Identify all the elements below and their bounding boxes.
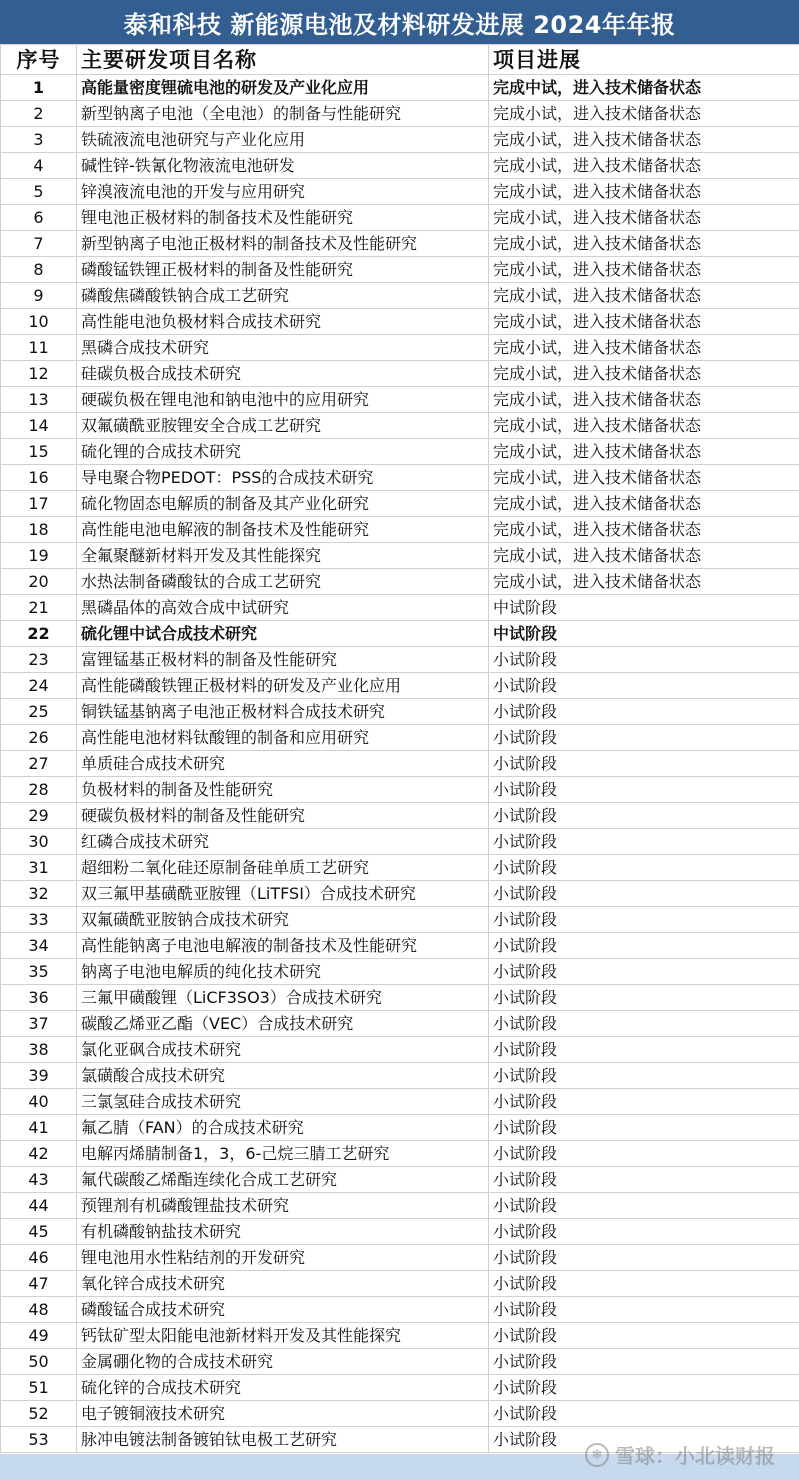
project-stage: 完成小试，进入技术储备状态 <box>489 413 799 439</box>
project-stage: 完成小试，进入技术储备状态 <box>489 439 799 465</box>
row-number: 8 <box>1 257 77 283</box>
project-stage: 小试阶段 <box>489 985 799 1011</box>
row-number: 20 <box>1 569 77 595</box>
row-number: 28 <box>1 777 77 803</box>
row-number: 9 <box>1 283 77 309</box>
project-name: 高性能磷酸铁锂正极材料的研发及产业化应用 <box>77 673 489 699</box>
row-number: 11 <box>1 335 77 361</box>
project-name: 氧化锌合成技术研究 <box>77 1271 489 1297</box>
project-stage: 完成小试，进入技术储备状态 <box>489 257 799 283</box>
table-body <box>1 75 799 1453</box>
project-name: 有机磷酸钠盐技术研究 <box>77 1219 489 1245</box>
row-number: 1 <box>1 75 77 101</box>
row-number: 27 <box>1 751 77 777</box>
table-row <box>1 1401 799 1427</box>
row-number: 7 <box>1 231 77 257</box>
project-stage: 小试阶段 <box>489 647 799 673</box>
row-number: 6 <box>1 205 77 231</box>
row-number: 31 <box>1 855 77 881</box>
header-project-name: 主要研发项目名称 <box>77 45 489 75</box>
project-name: 负极材料的制备及性能研究 <box>77 777 489 803</box>
project-name: 铁硫液流电池研究与产业化应用 <box>77 127 489 153</box>
table-row <box>1 75 799 101</box>
project-stage: 小试阶段 <box>489 1375 799 1401</box>
project-name: 超细粉二氧化硅还原制备硅单质工艺研究 <box>77 855 489 881</box>
row-number: 26 <box>1 725 77 751</box>
table-row <box>1 153 799 179</box>
project-stage: 完成小试，进入技术储备状态 <box>489 387 799 413</box>
table-row <box>1 335 799 361</box>
row-number: 37 <box>1 1011 77 1037</box>
project-stage: 小试阶段 <box>489 777 799 803</box>
row-number: 51 <box>1 1375 77 1401</box>
project-name: 碳酸乙烯亚乙酯（VEC）合成技术研究 <box>77 1011 489 1037</box>
row-number: 45 <box>1 1219 77 1245</box>
project-name: 磷酸锰铁锂正极材料的制备及性能研究 <box>77 257 489 283</box>
row-number: 33 <box>1 907 77 933</box>
project-name: 硫化锌的合成技术研究 <box>77 1375 489 1401</box>
project-name: 新型钠离子电池（全电池）的制备与性能研究 <box>77 101 489 127</box>
project-stage: 小试阶段 <box>489 1349 799 1375</box>
project-name: 碱性锌-铁氰化物液流电池研发 <box>77 153 489 179</box>
row-number: 14 <box>1 413 77 439</box>
table-row <box>1 1219 799 1245</box>
project-stage: 完成小试，进入技术储备状态 <box>489 569 799 595</box>
watermark <box>585 1440 775 1469</box>
project-stage: 完成小试，进入技术储备状态 <box>489 361 799 387</box>
header-no: 序号 <box>1 45 77 75</box>
project-stage: 完成小试，进入技术储备状态 <box>489 205 799 231</box>
project-stage: 小试阶段 <box>489 1297 799 1323</box>
table-row <box>1 1323 799 1349</box>
project-stage: 中试阶段 <box>489 621 799 647</box>
project-stage: 小试阶段 <box>489 699 799 725</box>
table-row <box>1 855 799 881</box>
project-stage: 完成小试，进入技术储备状态 <box>489 127 799 153</box>
table-row <box>1 647 799 673</box>
project-stage: 小试阶段 <box>489 959 799 985</box>
row-number: 32 <box>1 881 77 907</box>
watermark-text: 雪球：小北读财报 <box>615 1444 775 1468</box>
project-name: 氯磺酸合成技术研究 <box>77 1063 489 1089</box>
row-number: 10 <box>1 309 77 335</box>
table-row <box>1 1193 799 1219</box>
project-stage: 小试阶段 <box>489 1115 799 1141</box>
project-stage: 小试阶段 <box>489 1011 799 1037</box>
table-row <box>1 361 799 387</box>
project-stage: 小试阶段 <box>489 907 799 933</box>
table-row <box>1 439 799 465</box>
project-stage: 小试阶段 <box>489 1193 799 1219</box>
project-stage: 完成小试，进入技术储备状态 <box>489 491 799 517</box>
project-stage: 完成小试，进入技术储备状态 <box>489 335 799 361</box>
project-stage: 完成小试，进入技术储备状态 <box>489 179 799 205</box>
project-stage: 小试阶段 <box>489 829 799 855</box>
project-name: 红磷合成技术研究 <box>77 829 489 855</box>
row-number: 18 <box>1 517 77 543</box>
project-name: 双三氟甲基磺酰亚胺锂（LiTFSI）合成技术研究 <box>77 881 489 907</box>
project-name: 黑磷合成技术研究 <box>77 335 489 361</box>
project-name: 磷酸焦磷酸铁钠合成工艺研究 <box>77 283 489 309</box>
project-name: 氟乙腈（FAN）的合成技术研究 <box>77 1115 489 1141</box>
table-row <box>1 673 799 699</box>
project-stage: 完成小试，进入技术储备状态 <box>489 153 799 179</box>
table-row <box>1 881 799 907</box>
table-row <box>1 1089 799 1115</box>
project-name: 硫化锂中试合成技术研究 <box>77 621 489 647</box>
row-number: 53 <box>1 1427 77 1453</box>
project-name: 磷酸锰合成技术研究 <box>77 1297 489 1323</box>
project-stage: 小试阶段 <box>489 1063 799 1089</box>
project-name: 硫化物固态电解质的制备及其产业化研究 <box>77 491 489 517</box>
table-row <box>1 621 799 647</box>
project-name: 氯化亚砜合成技术研究 <box>77 1037 489 1063</box>
table-row <box>1 907 799 933</box>
table-row <box>1 257 799 283</box>
table-row <box>1 1297 799 1323</box>
table-row <box>1 465 799 491</box>
table-row <box>1 205 799 231</box>
table-row <box>1 543 799 569</box>
row-number: 16 <box>1 465 77 491</box>
table-row <box>1 413 799 439</box>
project-stage: 小试阶段 <box>489 673 799 699</box>
project-stage: 完成中试，进入技术储备状态 <box>489 75 799 101</box>
row-number: 23 <box>1 647 77 673</box>
table-row <box>1 829 799 855</box>
project-stage: 完成小试，进入技术储备状态 <box>489 283 799 309</box>
table-row <box>1 387 799 413</box>
project-stage: 完成小试，进入技术储备状态 <box>489 543 799 569</box>
table-row <box>1 1037 799 1063</box>
table-row <box>1 1375 799 1401</box>
table-row <box>1 777 799 803</box>
row-number: 17 <box>1 491 77 517</box>
table-row <box>1 803 799 829</box>
row-number: 42 <box>1 1141 77 1167</box>
project-name: 单质硅合成技术研究 <box>77 751 489 777</box>
row-number: 38 <box>1 1037 77 1063</box>
table-row <box>1 309 799 335</box>
table-row <box>1 231 799 257</box>
row-number: 47 <box>1 1271 77 1297</box>
table-row <box>1 1141 799 1167</box>
row-number: 12 <box>1 361 77 387</box>
project-name: 硬碳负极材料的制备及性能研究 <box>77 803 489 829</box>
row-number: 49 <box>1 1323 77 1349</box>
project-name: 水热法制备磷酸钛的合成工艺研究 <box>77 569 489 595</box>
project-name: 预锂剂有机磷酸锂盐技术研究 <box>77 1193 489 1219</box>
row-number: 52 <box>1 1401 77 1427</box>
table-row <box>1 179 799 205</box>
row-number: 39 <box>1 1063 77 1089</box>
table-row <box>1 959 799 985</box>
project-name: 硬碳负极在锂电池和钠电池中的应用研究 <box>77 387 489 413</box>
row-number: 34 <box>1 933 77 959</box>
table-header-row <box>1 45 799 75</box>
project-name: 双氟磺酰亚胺钠合成技术研究 <box>77 907 489 933</box>
project-name: 高性能电池电解液的制备技术及性能研究 <box>77 517 489 543</box>
table-row <box>1 751 799 777</box>
project-stage: 小试阶段 <box>489 933 799 959</box>
table-row <box>1 569 799 595</box>
project-stage: 中试阶段 <box>489 595 799 621</box>
row-number: 13 <box>1 387 77 413</box>
table-row <box>1 1167 799 1193</box>
table-row <box>1 933 799 959</box>
project-stage: 完成小试，进入技术储备状态 <box>489 517 799 543</box>
row-number: 46 <box>1 1245 77 1271</box>
row-number: 5 <box>1 179 77 205</box>
project-name: 氟代碳酸乙烯酯连续化合成工艺研究 <box>77 1167 489 1193</box>
row-number: 30 <box>1 829 77 855</box>
snowball-logo-icon: ❄ <box>585 1443 609 1467</box>
row-number: 41 <box>1 1115 77 1141</box>
table-row <box>1 595 799 621</box>
project-name: 黑磷晶体的高效合成中试研究 <box>77 595 489 621</box>
row-number: 50 <box>1 1349 77 1375</box>
project-stage: 完成小试，进入技术储备状态 <box>489 101 799 127</box>
row-number: 4 <box>1 153 77 179</box>
row-number: 24 <box>1 673 77 699</box>
table-row <box>1 491 799 517</box>
row-number: 15 <box>1 439 77 465</box>
project-name: 锂电池正极材料的制备技术及性能研究 <box>77 205 489 231</box>
project-name: 金属硼化物的合成技术研究 <box>77 1349 489 1375</box>
project-stage: 小试阶段 <box>489 803 799 829</box>
project-name: 脉冲电镀法制备镀铂钛电极工艺研究 <box>77 1427 489 1453</box>
project-name: 新型钠离子电池正极材料的制备技术及性能研究 <box>77 231 489 257</box>
project-stage: 小试阶段 <box>489 1089 799 1115</box>
project-name: 硫化锂的合成技术研究 <box>77 439 489 465</box>
report-title: 泰和科技 新能源电池及材料研发进展 2024年年报 <box>0 0 799 44</box>
project-stage: 小试阶段 <box>489 751 799 777</box>
row-number: 48 <box>1 1297 77 1323</box>
row-number: 2 <box>1 101 77 127</box>
project-stage: 完成小试，进入技术储备状态 <box>489 309 799 335</box>
project-stage: 小试阶段 <box>489 855 799 881</box>
table-row <box>1 1245 799 1271</box>
row-number: 19 <box>1 543 77 569</box>
project-stage: 小试阶段 <box>489 1323 799 1349</box>
project-stage: 小试阶段 <box>489 881 799 907</box>
project-stage: 完成小试，进入技术储备状态 <box>489 231 799 257</box>
project-name: 双氟磺酰亚胺锂安全合成工艺研究 <box>77 413 489 439</box>
table-row <box>1 1349 799 1375</box>
row-number: 40 <box>1 1089 77 1115</box>
row-number: 43 <box>1 1167 77 1193</box>
project-name: 钠离子电池电解质的纯化技术研究 <box>77 959 489 985</box>
row-number: 35 <box>1 959 77 985</box>
row-number: 21 <box>1 595 77 621</box>
project-name: 高性能钠离子电池电解液的制备技术及性能研究 <box>77 933 489 959</box>
table-row <box>1 1271 799 1297</box>
project-stage: 小试阶段 <box>489 1271 799 1297</box>
table-row <box>1 1063 799 1089</box>
table-row <box>1 101 799 127</box>
table-row <box>1 699 799 725</box>
project-name: 高能量密度锂硫电池的研发及产业化应用 <box>77 75 489 101</box>
project-stage: 小试阶段 <box>489 1245 799 1271</box>
table-row <box>1 283 799 309</box>
rd-projects-table <box>0 44 799 1453</box>
table-row <box>1 517 799 543</box>
project-stage: 小试阶段 <box>489 1167 799 1193</box>
project-name: 电子镀铜液技术研究 <box>77 1401 489 1427</box>
row-number: 44 <box>1 1193 77 1219</box>
table-row <box>1 985 799 1011</box>
project-stage: 小试阶段 <box>489 1219 799 1245</box>
table-row <box>1 1115 799 1141</box>
project-name: 硅碳负极合成技术研究 <box>77 361 489 387</box>
project-name: 三氟甲磺酸锂（LiCF3SO3）合成技术研究 <box>77 985 489 1011</box>
project-name: 三氯氢硅合成技术研究 <box>77 1089 489 1115</box>
project-name: 富锂锰基正极材料的制备及性能研究 <box>77 647 489 673</box>
project-name: 高性能电池材料钛酸锂的制备和应用研究 <box>77 725 489 751</box>
table-row <box>1 725 799 751</box>
project-stage: 小试阶段 <box>489 1141 799 1167</box>
project-name: 全氟聚醚新材料开发及其性能探究 <box>77 543 489 569</box>
project-name: 钙钛矿型太阳能电池新材料开发及其性能探究 <box>77 1323 489 1349</box>
row-number: 36 <box>1 985 77 1011</box>
project-name: 锌溴液流电池的开发与应用研究 <box>77 179 489 205</box>
table-row <box>1 127 799 153</box>
row-number: 3 <box>1 127 77 153</box>
row-number: 22 <box>1 621 77 647</box>
project-stage: 小试阶段 <box>489 1037 799 1063</box>
project-name: 高性能电池负极材料合成技术研究 <box>77 309 489 335</box>
project-name: 导电聚合物PEDOT：PSS的合成技术研究 <box>77 465 489 491</box>
row-number: 25 <box>1 699 77 725</box>
row-number: 29 <box>1 803 77 829</box>
table-row <box>1 1011 799 1037</box>
project-stage: 小试阶段 <box>489 725 799 751</box>
project-stage: 完成小试，进入技术储备状态 <box>489 465 799 491</box>
header-stage: 项目进展 <box>489 45 799 75</box>
project-name: 电解丙烯腈制备1，3，6-己烷三腈工艺研究 <box>77 1141 489 1167</box>
project-name: 锂电池用水性粘结剂的开发研究 <box>77 1245 489 1271</box>
project-stage: 小试阶段 <box>489 1427 799 1453</box>
project-stage: 小试阶段 <box>489 1401 799 1427</box>
project-name: 铜铁锰基钠离子电池正极材料合成技术研究 <box>77 699 489 725</box>
